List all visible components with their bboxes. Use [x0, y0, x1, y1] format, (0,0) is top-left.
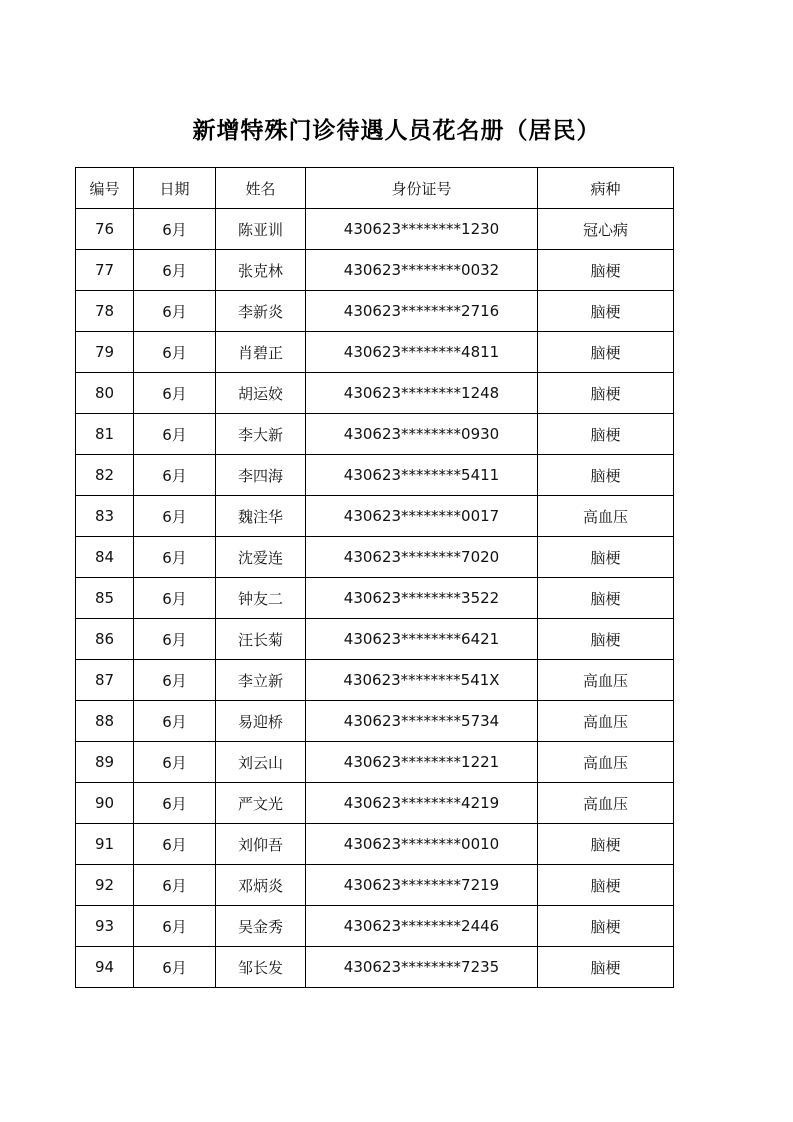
cell-id-number: 430623********0032 [306, 250, 538, 291]
cell-id-number: 430623********7235 [306, 947, 538, 988]
cell-date: 6月 [134, 660, 216, 701]
cell-date: 6月 [134, 496, 216, 537]
cell-disease: 脑梗 [538, 373, 674, 414]
cell-name: 李新炎 [216, 291, 306, 332]
cell-id-number: 430623********1221 [306, 742, 538, 783]
cell-number: 92 [76, 865, 134, 906]
cell-date: 6月 [134, 373, 216, 414]
table-row [76, 291, 674, 332]
cell-disease: 脑梗 [538, 455, 674, 496]
table-row [76, 373, 674, 414]
table-row [76, 578, 674, 619]
cell-number: 88 [76, 701, 134, 742]
cell-number: 80 [76, 373, 134, 414]
cell-number: 84 [76, 537, 134, 578]
column-header-disease: 病种 [538, 168, 674, 209]
cell-date: 6月 [134, 947, 216, 988]
table-row [76, 947, 674, 988]
table-row [76, 619, 674, 660]
table-row [76, 209, 674, 250]
cell-number: 94 [76, 947, 134, 988]
cell-name: 钟友二 [216, 578, 306, 619]
cell-date: 6月 [134, 291, 216, 332]
cell-disease: 高血压 [538, 660, 674, 701]
cell-number: 78 [76, 291, 134, 332]
cell-id-number: 430623********0930 [306, 414, 538, 455]
table-row [76, 414, 674, 455]
cell-date: 6月 [134, 619, 216, 660]
cell-id-number: 430623********5411 [306, 455, 538, 496]
cell-name: 邓炳炎 [216, 865, 306, 906]
cell-id-number: 430623********7219 [306, 865, 538, 906]
table-row [76, 783, 674, 824]
cell-disease: 冠心病 [538, 209, 674, 250]
cell-id-number: 430623********4811 [306, 332, 538, 373]
cell-date: 6月 [134, 332, 216, 373]
cell-id-number: 430623********1230 [306, 209, 538, 250]
cell-name: 肖碧正 [216, 332, 306, 373]
cell-number: 87 [76, 660, 134, 701]
cell-id-number: 430623********6421 [306, 619, 538, 660]
cell-disease: 高血压 [538, 783, 674, 824]
cell-id-number: 430623********5734 [306, 701, 538, 742]
table-row [76, 906, 674, 947]
cell-id-number: 430623********0010 [306, 824, 538, 865]
cell-date: 6月 [134, 455, 216, 496]
cell-id-number: 430623********0017 [306, 496, 538, 537]
column-header-id: 身份证号 [306, 168, 538, 209]
cell-number: 76 [76, 209, 134, 250]
table-row [76, 824, 674, 865]
cell-number: 91 [76, 824, 134, 865]
cell-number: 82 [76, 455, 134, 496]
cell-name: 张克林 [216, 250, 306, 291]
cell-disease: 脑梗 [538, 619, 674, 660]
cell-disease: 高血压 [538, 496, 674, 537]
cell-name: 易迎桥 [216, 701, 306, 742]
table-row [76, 537, 674, 578]
table-row [76, 865, 674, 906]
cell-number: 89 [76, 742, 134, 783]
cell-id-number: 430623********2446 [306, 906, 538, 947]
cell-disease: 脑梗 [538, 578, 674, 619]
cell-name: 刘仰吾 [216, 824, 306, 865]
cell-disease: 脑梗 [538, 906, 674, 947]
cell-number: 85 [76, 578, 134, 619]
cell-name: 李四海 [216, 455, 306, 496]
table-row [76, 701, 674, 742]
cell-disease: 脑梗 [538, 291, 674, 332]
cell-id-number: 430623********4219 [306, 783, 538, 824]
cell-date: 6月 [134, 209, 216, 250]
table-row [76, 455, 674, 496]
cell-number: 90 [76, 783, 134, 824]
cell-id-number: 430623********7020 [306, 537, 538, 578]
cell-disease: 脑梗 [538, 332, 674, 373]
cell-number: 81 [76, 414, 134, 455]
table-row [76, 496, 674, 537]
cell-id-number: 430623********1248 [306, 373, 538, 414]
column-header-number: 编号 [76, 168, 134, 209]
cell-name: 邹长发 [216, 947, 306, 988]
cell-name: 汪长菊 [216, 619, 306, 660]
cell-disease: 脑梗 [538, 865, 674, 906]
cell-disease: 脑梗 [538, 414, 674, 455]
cell-name: 严文光 [216, 783, 306, 824]
table-header-row [76, 168, 674, 209]
cell-date: 6月 [134, 250, 216, 291]
cell-disease: 脑梗 [538, 824, 674, 865]
cell-date: 6月 [134, 865, 216, 906]
cell-name: 李立新 [216, 660, 306, 701]
cell-date: 6月 [134, 578, 216, 619]
cell-number: 83 [76, 496, 134, 537]
cell-name: 李大新 [216, 414, 306, 455]
cell-name: 胡运姣 [216, 373, 306, 414]
cell-date: 6月 [134, 701, 216, 742]
cell-id-number: 430623********2716 [306, 291, 538, 332]
table-row [76, 660, 674, 701]
cell-date: 6月 [134, 783, 216, 824]
cell-id-number: 430623********3522 [306, 578, 538, 619]
table-row [76, 332, 674, 373]
cell-date: 6月 [134, 906, 216, 947]
cell-number: 86 [76, 619, 134, 660]
cell-name: 魏注华 [216, 496, 306, 537]
table-row [76, 250, 674, 291]
cell-number: 93 [76, 906, 134, 947]
cell-date: 6月 [134, 414, 216, 455]
table-body [76, 209, 674, 988]
cell-name: 吴金秀 [216, 906, 306, 947]
column-header-name: 姓名 [216, 168, 306, 209]
document-title: 新增特殊门诊待遇人员花名册（居民） [192, 117, 601, 144]
cell-name: 陈亚训 [216, 209, 306, 250]
table-row [76, 742, 674, 783]
cell-name: 沈爱连 [216, 537, 306, 578]
roster-table [75, 167, 674, 988]
cell-date: 6月 [134, 537, 216, 578]
cell-disease: 高血压 [538, 742, 674, 783]
cell-date: 6月 [134, 742, 216, 783]
cell-name: 刘云山 [216, 742, 306, 783]
cell-date: 6月 [134, 824, 216, 865]
cell-disease: 脑梗 [538, 250, 674, 291]
cell-disease: 脑梗 [538, 537, 674, 578]
cell-id-number: 430623********541X [306, 660, 538, 701]
cell-disease: 脑梗 [538, 947, 674, 988]
cell-number: 77 [76, 250, 134, 291]
column-header-date: 日期 [134, 168, 216, 209]
cell-disease: 高血压 [538, 701, 674, 742]
cell-number: 79 [76, 332, 134, 373]
